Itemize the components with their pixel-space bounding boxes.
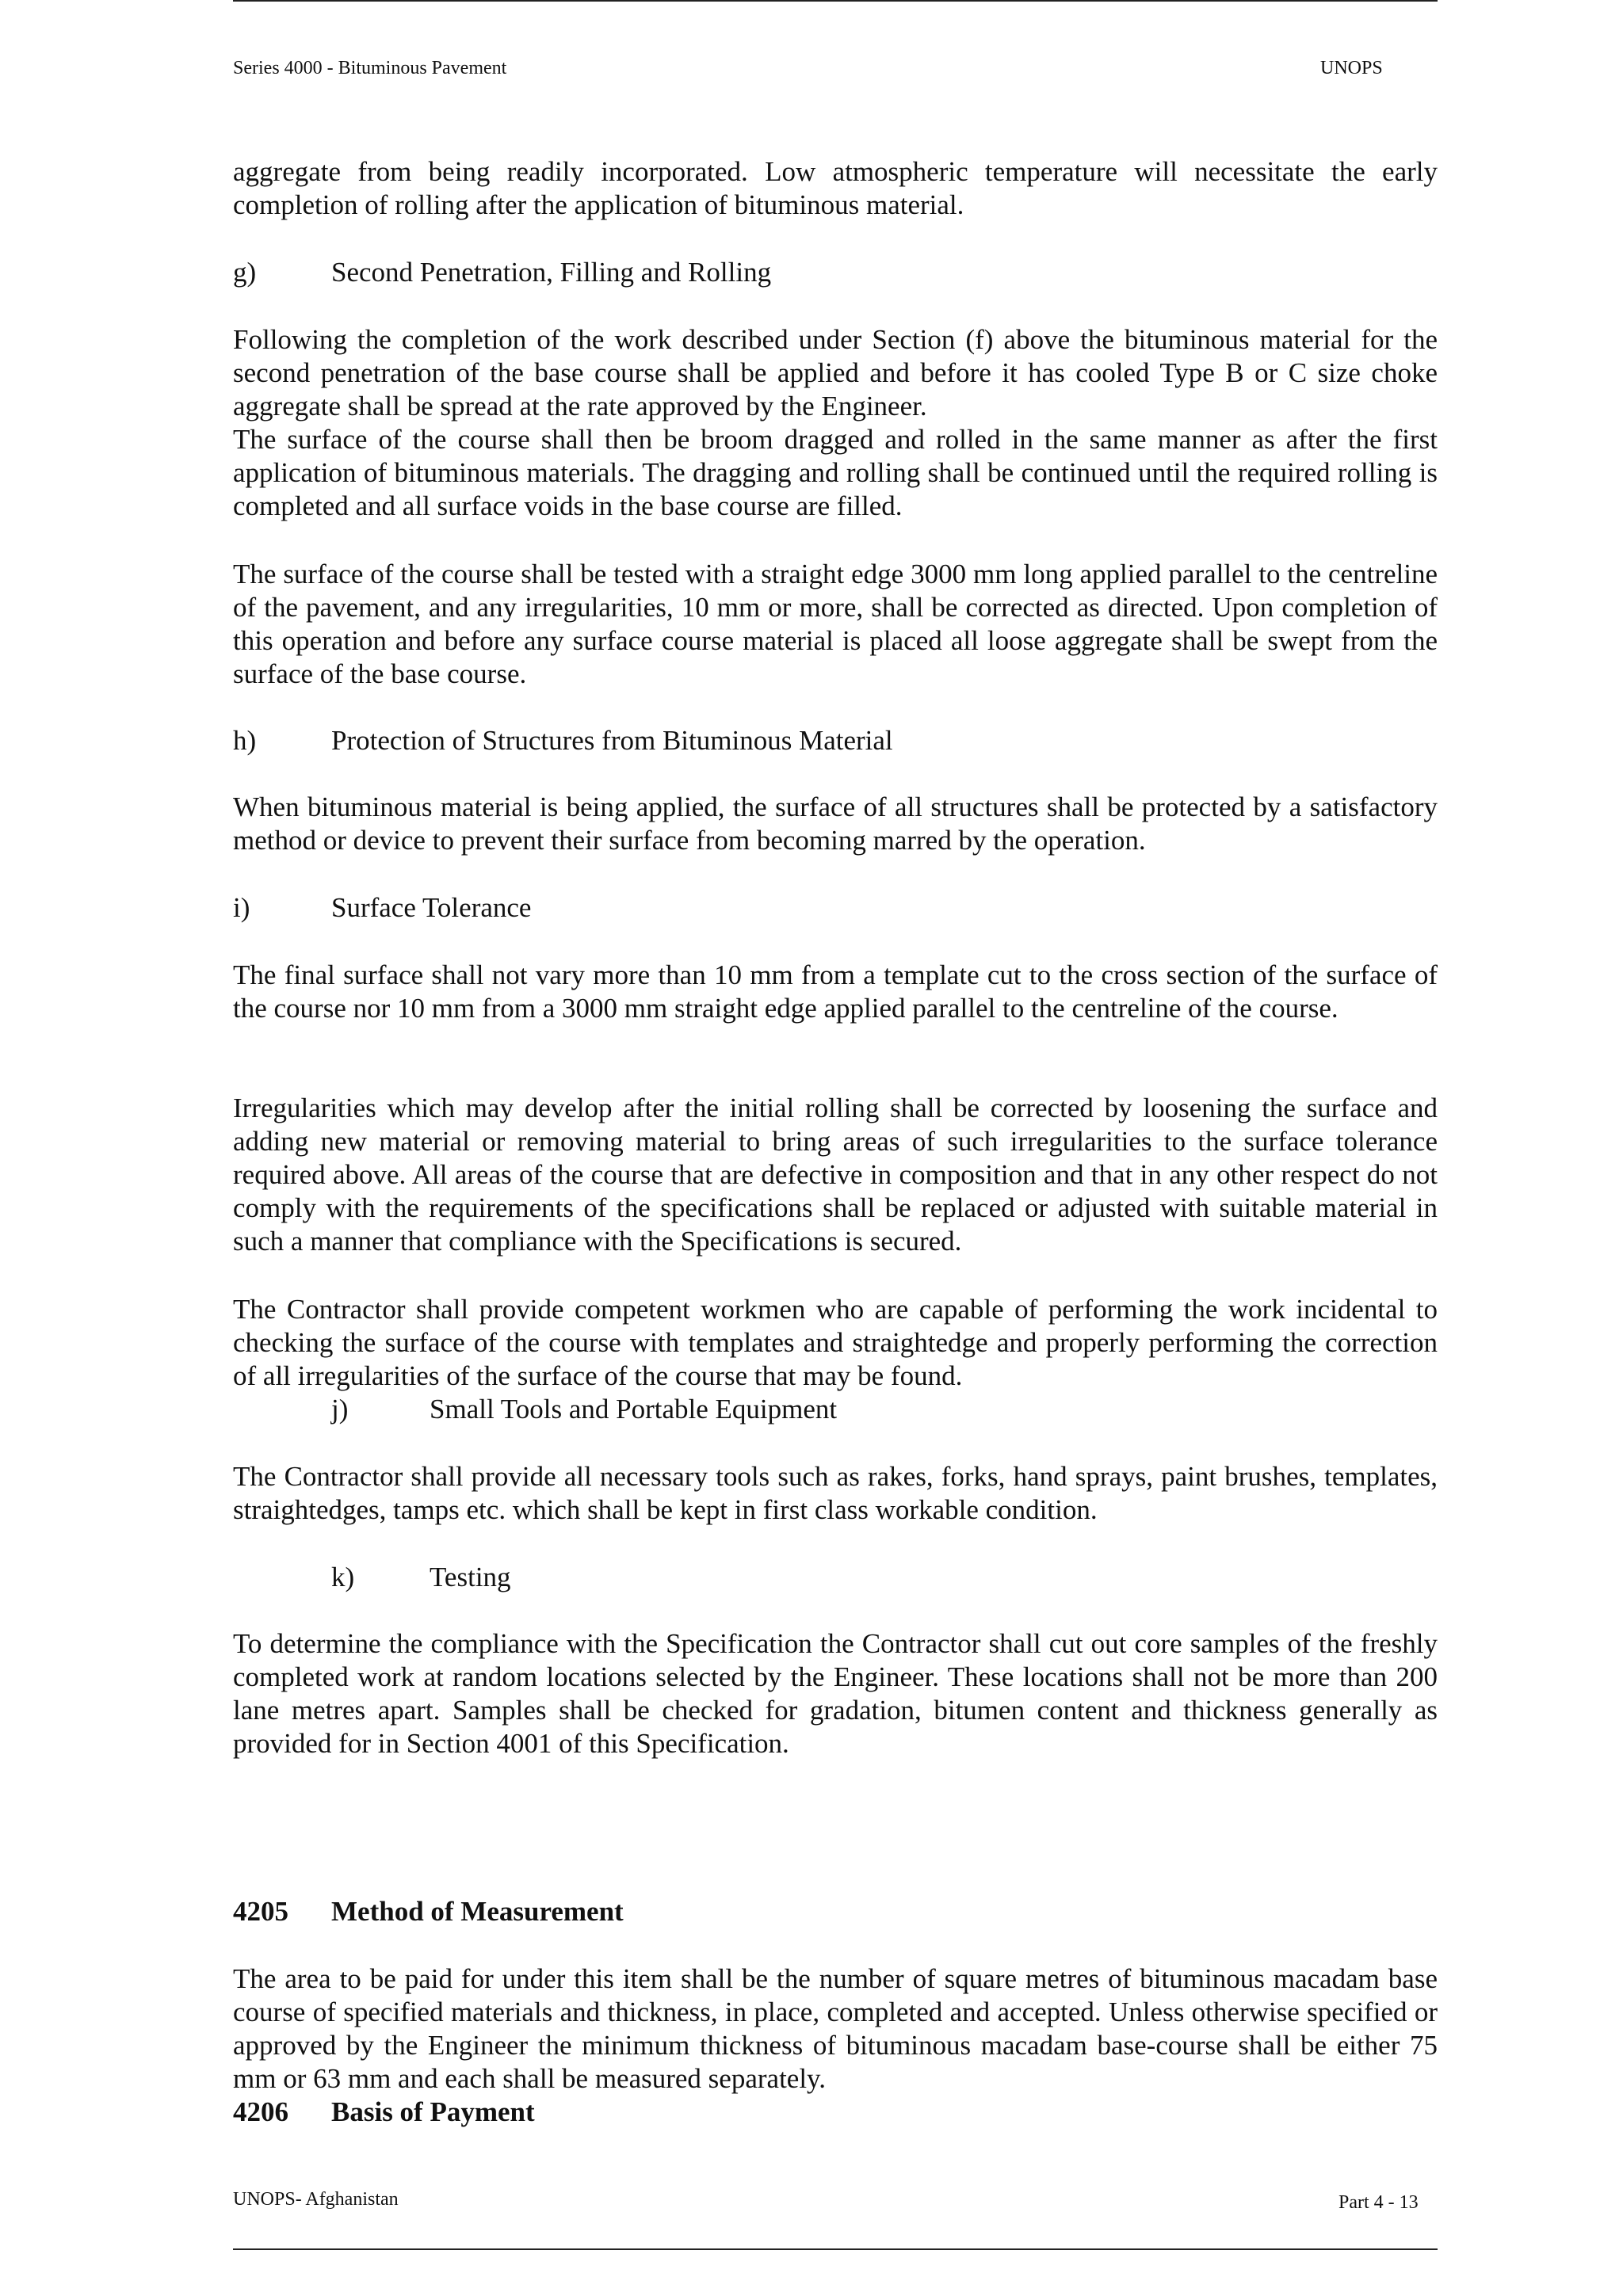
section-heading-4206 [233,2096,1438,2129]
paragraph: The Contractor shall provide all necessary tools such as rakes, forks, hand sprays, paint brushes, templates, straightedges, tamps etc. which shall be kept in first class workable condition. [233,1461,1438,1525]
header-series-title: Series 4000 - Bituminous Pavement [233,58,507,78]
paragraph: Irregularities which may develop after the initial rolling shall be corrected by loosening the surface and adding new material or removing material to bring areas of such irregularities to the surface tolerance required above. All areas of the course that are defective in composition and that in any other respect do not comply with the requirements of the specifications shall be replaced or adjusted with suitable material in such a manner that compliance with the Specifications is secured. [233,1093,1438,1257]
section-heading-h [233,724,1438,757]
paragraph: Following the completion of the work described under Section (f) above the bituminous material for the second penetration of the base course shall be applied and before it has cooled Type B or C size choke aggregate shall be spread at the rate approved by the Engineer. [233,324,1438,421]
section-heading-4205 [233,1895,1438,1928]
heading-number: j) [331,1394,349,1425]
section-heading-j [233,1393,1438,1426]
paragraph: The Contractor shall provide competent workmen who are capable of performing the work incidental to checking the surface of the course with templates and straightedge and properly performing the correction of all irregularities of the surface of the course that may be found. [233,1294,1438,1391]
section-number: 4205 [233,1896,288,1927]
heading-text: Protection of Structures from Bituminous Material [331,725,893,756]
heading-text: Small Tools and Portable Equipment [430,1394,838,1425]
heading-number: i) [233,892,250,923]
heading-number: g) [233,257,257,288]
section-heading-k [233,1561,1438,1594]
paragraph: When bituminous material is being applied, the surface of all structures shall be protected by a satisfactory method or device to prevent their surface from becoming marred by the operation. [233,791,1438,856]
heading-text: Second Penetration, Filling and Rolling [331,257,772,288]
footer-org: UNOPS- Afghanistan [233,2189,399,2210]
heading-number: k) [331,1562,355,1592]
section-heading-i [233,891,1438,925]
section-title: Basis of Payment [331,2096,535,2127]
paragraph: The area to be paid for under this item shall be the number of square metres of bituminous macadam base course of specified materials and thickness, in place, completed and accepted. Unless otherwise specified or approved by the Engineer the minimum thickness of bituminous macadam base-course shall be either 75 mm or 63 mm and each shall be measured separately. [233,1963,1438,2094]
section-number: 4206 [233,2096,288,2127]
heading-text: Testing [430,1562,511,1592]
header-org: UNOPS [1320,58,1383,78]
section-title: Method of Measurement [331,1896,624,1927]
paragraph: The surface of the course shall then be broom dragged and rolled in the same manner as after the first application of bituminous materials. The dragging and rolling shall be continued until the required rolling is completed and all surface voids in the base course are filled. [233,424,1438,521]
paragraph: To determine the compliance with the Specification the Contractor shall cut out core samples of the freshly completed work at random locations selected by the Engineer. These locations shall not be more than 200 lane metres apart. Samples shall be checked for gradation, bitumen content and thickness generally as provided for in Section 4001 of this Specification. [233,1628,1438,1759]
paragraph: aggregate from being readily incorporated. Low atmospheric temperature will necessitate the early completion of rolling after the application of bituminous material. [233,156,1438,220]
bottom-rule [233,2248,1438,2250]
heading-number: h) [233,725,257,756]
section-heading-g [233,256,1438,289]
paragraph: The surface of the course shall be tested with a straight edge 3000 mm long applied parallel to the centreline of the pavement, and any irregularities, 10 mm or more, shall be corrected as directed. Upon completion of this operation and before any surface course material is placed all loose aggregate shall be swept from the surface of the base course. [233,559,1438,689]
paragraph: The final surface shall not vary more than 10 mm from a template cut to the cross section of the surface of the course nor 10 mm from a 3000 mm straight edge applied parallel to the centreline of the course. [233,959,1438,1024]
footer-page-number: Part 4 - 13 [1338,2192,1419,2213]
top-rule [233,0,1438,2]
heading-text: Surface Tolerance [331,892,532,923]
